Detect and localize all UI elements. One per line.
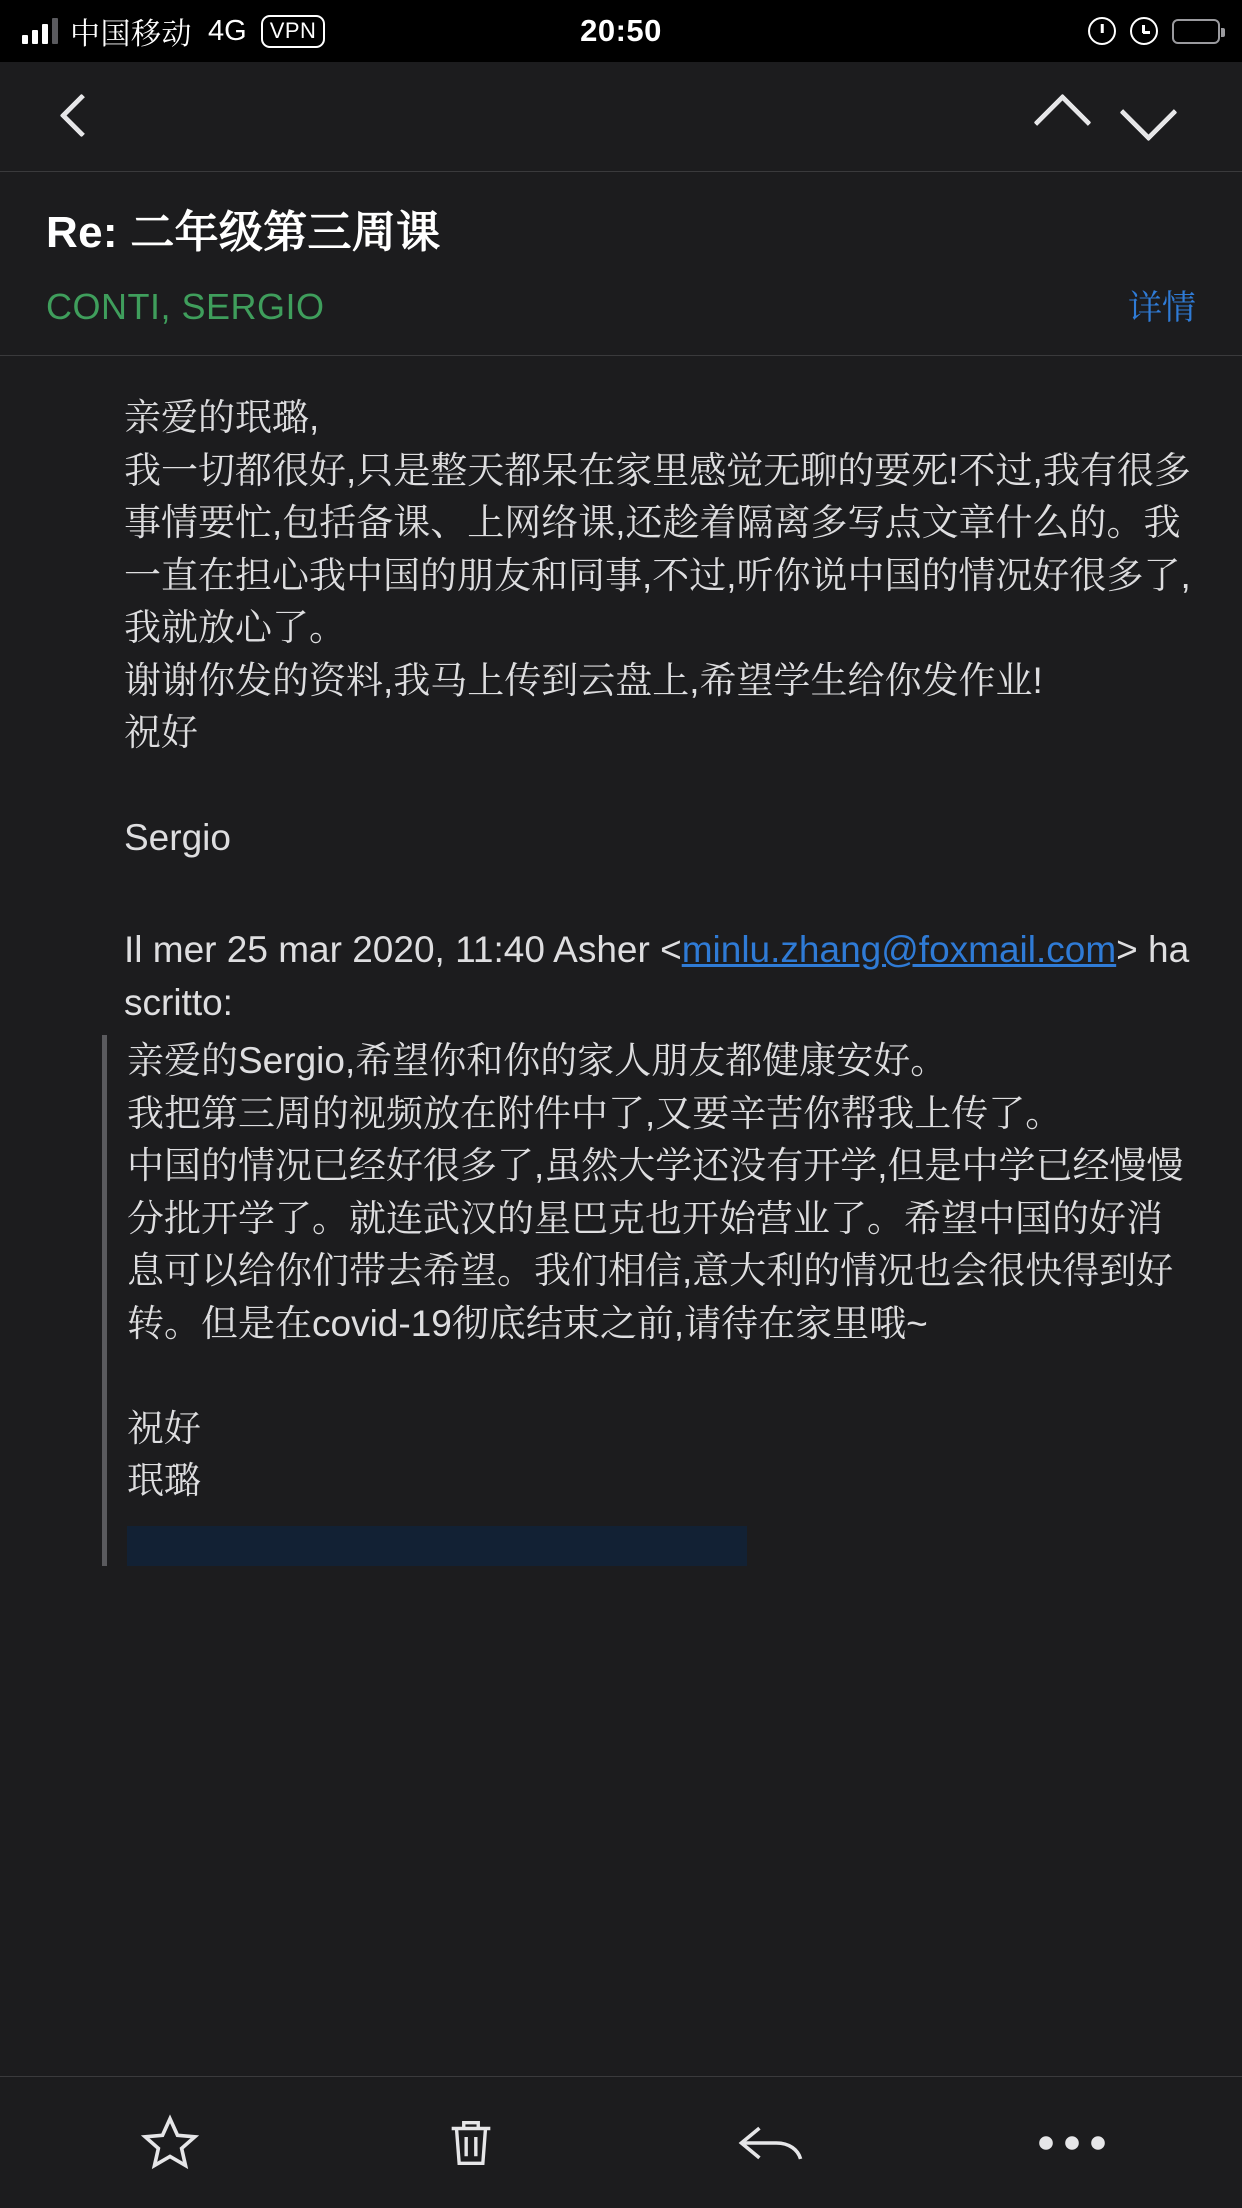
carrier-label: 中国移动 [70, 18, 192, 51]
ellipsis-icon [1036, 2131, 1108, 2155]
quote-spacer [127, 1351, 1196, 1403]
clock-label: 20:50 [580, 13, 662, 48]
back-button[interactable] [50, 87, 110, 147]
battery-icon [1172, 19, 1220, 44]
spacer-2 [124, 864, 1196, 916]
quote-line-2: 我把第三周的视频放在附件中了,又要辛苦你帮我上传了。 [127, 1092, 1063, 1134]
quote-attribution [124, 924, 1196, 1029]
spacer [124, 760, 1196, 812]
quote-line-1: 亲爱的Sergio,希望你和你的家人朋友都健康安好。 [127, 1040, 948, 1082]
message-paragraph-1: 我一切都很好,只是整天都呆在家里感觉无聊的要死!不过,我有很多事情要忙,包括备课、上网络课,还趁着隔离多写点文章什么的。我一直在担心我中国的朋友和同事,不过,听你说中国的情况好很多了,我就放心了。 [124, 449, 1191, 649]
sender-row [46, 280, 1196, 329]
status-bar-right [1088, 17, 1220, 45]
quoted-message [102, 1035, 1196, 1565]
message-paragraph-2: 谢谢你发的资料,我马上传到云盘上,希望学生给你发作业! [124, 659, 1043, 701]
next-message-button[interactable] [1106, 82, 1192, 152]
network-type-label: 4G [208, 14, 247, 47]
quote-attribution-suffix: > ha scritto: [124, 929, 1190, 1023]
vpn-badge: VPN [261, 15, 326, 48]
quote-closing: 祝好 [127, 1407, 201, 1449]
mail-header [0, 172, 1242, 356]
sender-name[interactable]: CONTI, SERGIO [46, 286, 325, 327]
status-bar [0, 0, 1242, 62]
message-greeting: 亲爱的珉璐, [124, 397, 320, 438]
more-button[interactable] [1012, 2098, 1132, 2188]
attachment-link-partial[interactable] [127, 1526, 747, 1566]
message-closing: 祝好 [124, 712, 198, 754]
quote-line-3: 中国的情况已经好很多了,虽然大学还没有开学,但是中学已经慢慢分批开学了。就连武汉的星巴克也开始营业了。希望中国的好消息可以给你们带去希望。我们相信,意大利的情况也会很快得到好转。但是在covid-19彻底结束之前,请待在家里哦~ [127, 1145, 1184, 1344]
reply-button[interactable] [711, 2098, 831, 2188]
star-icon [139, 2112, 201, 2174]
alarm-icon [1130, 17, 1158, 45]
trash-icon [442, 2112, 500, 2174]
page-title: Re: 二年级第三周课 [46, 208, 441, 257]
quote-attribution-prefix: Il mer 25 mar 2020, 11:40 Asher < [124, 929, 682, 971]
navigation-bar [0, 62, 1242, 172]
flag-star-button[interactable] [110, 2098, 230, 2188]
sender-email-link[interactable]: minlu.zhang@foxmail.com [681, 929, 1117, 971]
mail-body-scroll[interactable] [0, 356, 1242, 2076]
details-link[interactable]: 详情 [1128, 289, 1196, 327]
previous-message-button[interactable] [1020, 82, 1106, 152]
quote-signature: 珉璐 [127, 1460, 201, 1502]
bottom-toolbar [0, 2076, 1242, 2208]
message-body [0, 392, 1242, 1566]
lock-rotation-icon [1088, 17, 1116, 45]
message-signature: Sergio [124, 816, 231, 858]
delete-button[interactable] [411, 2098, 531, 2188]
reply-arrow-icon [735, 2112, 807, 2174]
